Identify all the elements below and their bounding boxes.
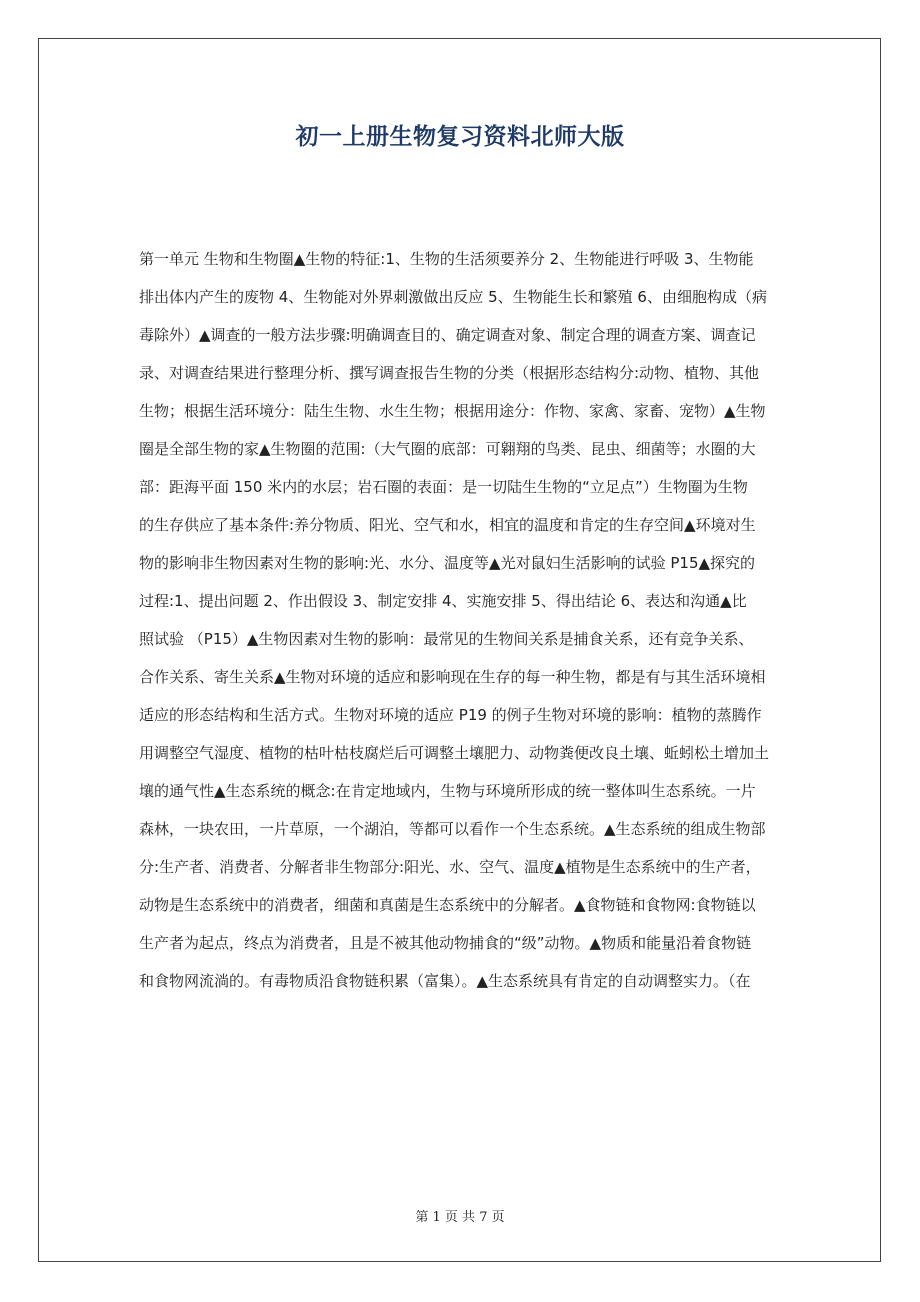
document-title: 初一上册生物复习资料北师大版 (295, 124, 625, 150)
body-line: 生物；根据生活环境分：陆生生物、水生生物；根据用途分：作物、家禽、家畜、宠物）▲生物 (139, 402, 766, 420)
body-line: 合作关系、寄生关系▲生物对环境的适应和影响现在生存的每一种生物，都是有与其生活环境相 (139, 668, 766, 686)
body-line: 动物是生态系统中的消费者，细菌和真菌是生态系统中的分解者。▲食物链和食物网:食物链以 (139, 896, 756, 914)
body-line: 部：距海平面 150 米内的水层；岩石圈的表面：是一切陆生生物的“立足点”）生物圈为生物 (139, 478, 748, 496)
body-line: 森林，一块农田，一片草原，一个湖泊，等都可以看作一个生态系统。▲生态系统的组成生物部 (139, 820, 766, 838)
body-line: 分:生产者、消费者、分解者非生物部分:阳光、水、空气、温度▲植物是生态系统中的生产者， (139, 858, 761, 876)
body-line: 用调整空气湿度、植物的枯叶枯枝腐烂后可调整土壤肥力、动物粪便改良土壤、蚯蚓松土增加土 (139, 744, 770, 762)
body-line: 毒除外）▲调查的一般方法步骤:明确调查目的、确定调查对象、制定合理的调查方案、调查记 (139, 326, 756, 344)
document-body (139, 240, 781, 1000)
body-line: 圈是全部生物的家▲生物圈的范围:（大气圈的底部：可翱翔的鸟类、昆虫、细菌等；水圈的大 (139, 440, 756, 458)
page-footer: 第 1 页 共 7 页 (415, 1210, 505, 1225)
body-line: 生产者为起点，终点为消费者，且是不被其他动物捕食的“级”动物。▲物质和能量沿着食物链 (139, 934, 752, 952)
body-line: 适应的形态结构和生活方式。生物对环境的适应 P19 的例子生物对环境的影响：植物的蒸腾作 (139, 706, 762, 724)
body-line: 的生存供应了基本条件:养分物质、阳光、空气和水，相宜的温度和肯定的生存空间▲环境对生 (139, 516, 756, 534)
body-line: 第一单元 生物和生物圈▲生物的特征:1、生物的生活须要养分 2、生物能进行呼吸 3、生物能 (139, 250, 754, 268)
body-line: 和食物网流淌的。有毒物质沿食物链积累（富集）。▲生态系统具有肯定的自动调整实力。（在 (139, 972, 751, 990)
body-line: 物的影响非生物因素对生物的影响:光、水分、温度等▲光对鼠妇生活影响的试验 P15▲探究的 (139, 554, 756, 572)
body-line: 过程:1、提出问题 2、作出假设 3、制定安排 4、实施安排 5、得出结论 6、表达和沟通▲比 (139, 592, 747, 610)
body-line: 排出体内产生的废物 4、生物能对外界刺激做出反应 5、生物能生长和繁殖 6、由细胞构成（病 (139, 288, 767, 306)
body-line: 录、对调查结果进行整理分析、撰写调查报告生物的分类（根据形态结构分:动物、植物、其他 (139, 364, 760, 382)
body-line: 照试验 （P15）▲生物因素对生物的影响：最常见的生物间关系是捕食关系，还有竞争关系、 (139, 630, 754, 648)
body-line: 壤的通气性▲生态系统的概念:在肯定地域内，生物与环境所形成的统一整体叫生态系统。一片 (139, 782, 756, 800)
